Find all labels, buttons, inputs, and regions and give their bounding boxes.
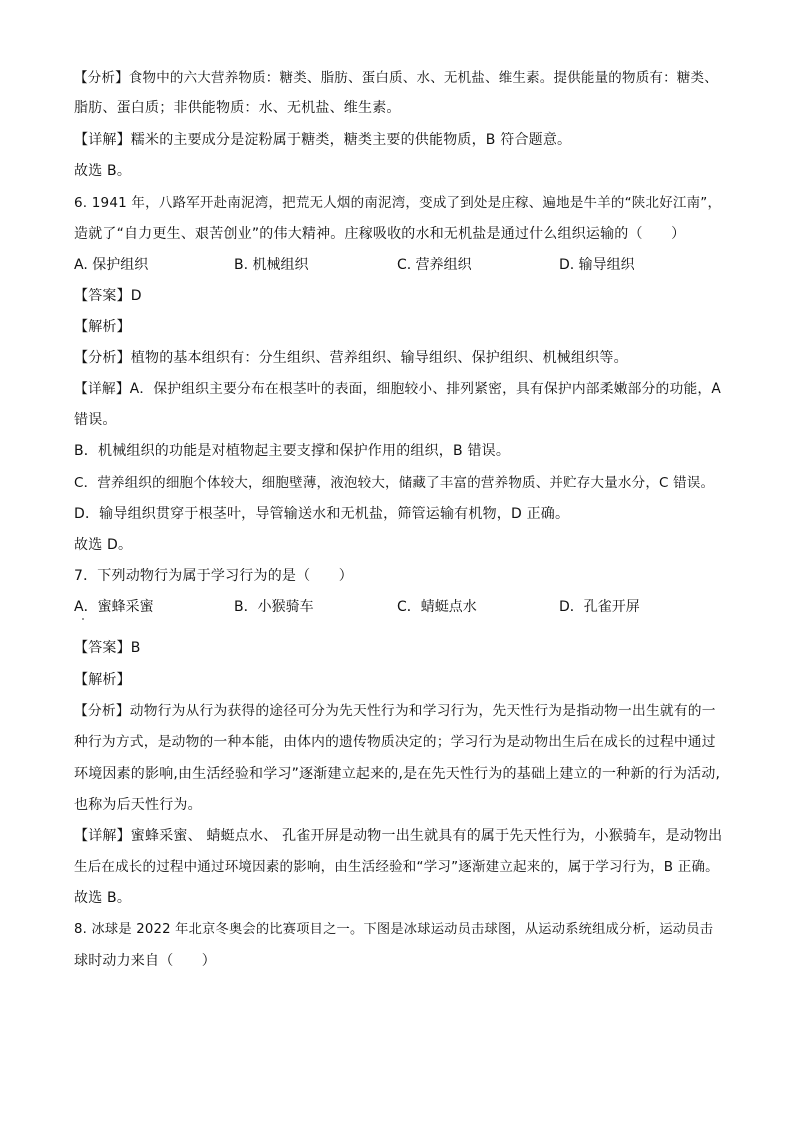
q7-option-b: B．小猴骑车 [234,599,314,615]
q6-detail-line-2: 错误。 [74,412,117,428]
q7-option-d: D．孔雀开屏 [559,599,640,615]
q7-analysis-line-3: 环境因素的影响,由生活经验和学习”逐渐建立起来的,是在先天性行为的基础上建立的一种新的行为活动, [74,766,721,782]
q8-stem-line-1: 8. 冰球是 2022 年北京冬奥会的比赛项目之一。下图是冰球运动员击球图，从运动系统组成分析，运动员击 [74,922,714,937]
q7-stem: 7．下列动物行为属于学习行为的是（ ） [74,568,353,584]
q7-option-a: A．蜜蜂采蜜 [74,599,154,615]
q8-stem-line-2: 球时动力来自（ ） [74,953,216,969]
q7-conclusion: 故选 B。 [74,890,132,906]
q7-analysis-line-1: 【分析】动物行为从行为获得的途径可分为先天性行为和学习行为，先天性行为是指动物一出生就有的一 [74,703,716,719]
q6-option-d: D. 输导组织 [559,257,635,273]
q6-detail-c: C．营养组织的细胞个体较大，细胞壁薄，液泡较大，储藏了丰富的营养物质、并贮存大量水分，C 错误。 [74,475,715,491]
q6-option-c: C. 营养组织 [397,257,472,273]
q6-stem-line-1: 6. 1941 年，八路军开赴南泥湾，把荒无人烟的南泥湾，变成了到处是庄稼、遍地是牛羊的“陕北好江南”， [74,195,722,211]
stray-dot [82,618,84,620]
q6-option-a: A. 保护组织 [74,257,149,273]
q7-detail-line-1: 【详解】蜜蜂采蜜、 蜻蜓点水、 孔雀开屏是动物一出生就具有的属于先天性行为，小猴骑车，是动物出 [74,828,723,844]
q5-analysis: 【分析】食物中的六大营养物质：糖类、脂肪、蛋白质、水、无机盐、维生素。提供能量的物质有：糖类、 [74,70,718,86]
q6-option-b: B. 机械组织 [234,257,309,273]
q6-detail-line-1: 【详解】A．保护组织主要分布在根茎叶的表面，细胞较小、排列紧密，具有保护内部柔嫩部分的功能，A [74,381,721,397]
q6-detail-b: B．机械组织的功能是对植物起主要支撑和保护作用的组织，B 错误。 [74,443,511,459]
q6-detail-d: D．输导组织贯穿于根茎叶，导管输送水和无机盐，筛管运输有机物，D 正确。 [74,506,570,522]
q6-options [74,255,724,275]
q6-conclusion: 故选 D。 [74,537,133,553]
q6-analysis: 【分析】植物的基本组织有：分生组织、营养组织、输导组织、保护组织、机械组织等。 [74,350,628,366]
q7-answer: 【答案】B [74,640,141,656]
q6-stem-line-2: 造就了“自力更生、艰苦创业”的伟大精神。庄稼吸收的水和无机盐是通过什么组织运输的（ ） [74,226,686,242]
q7-detail-line-2: 生后在成长的过程中通过环境因素的影响，由生活经验和“学习”逐渐建立起来的，属于学习行为，B 正确。 [74,859,719,875]
q5-detail: 【详解】糯米的主要成分是淀粉属于糖类，糖类主要的供能物质，B 符合题意。 [74,132,572,148]
q7-analysis-line-4: 也称为后天性行为。 [74,797,202,813]
q5-analysis-cont: 脂肪、蛋白质；非供能物质：水、无机盐、维生素。 [74,100,401,116]
q7-option-c: C．蜻蜓点水 [397,599,477,615]
q6-explain-heading: 【解析】 [74,319,131,335]
q7-analysis-line-2: 种行为方式，是动物的一种本能，由体内的遗传物质决定的；学习行为是动物出生后在成长的过程中通过 [74,734,716,750]
q7-options [74,597,724,617]
q5-conclusion: 故选 B。 [74,163,132,179]
q7-explain-heading: 【解析】 [74,672,131,688]
q6-answer: 【答案】D [74,288,142,304]
